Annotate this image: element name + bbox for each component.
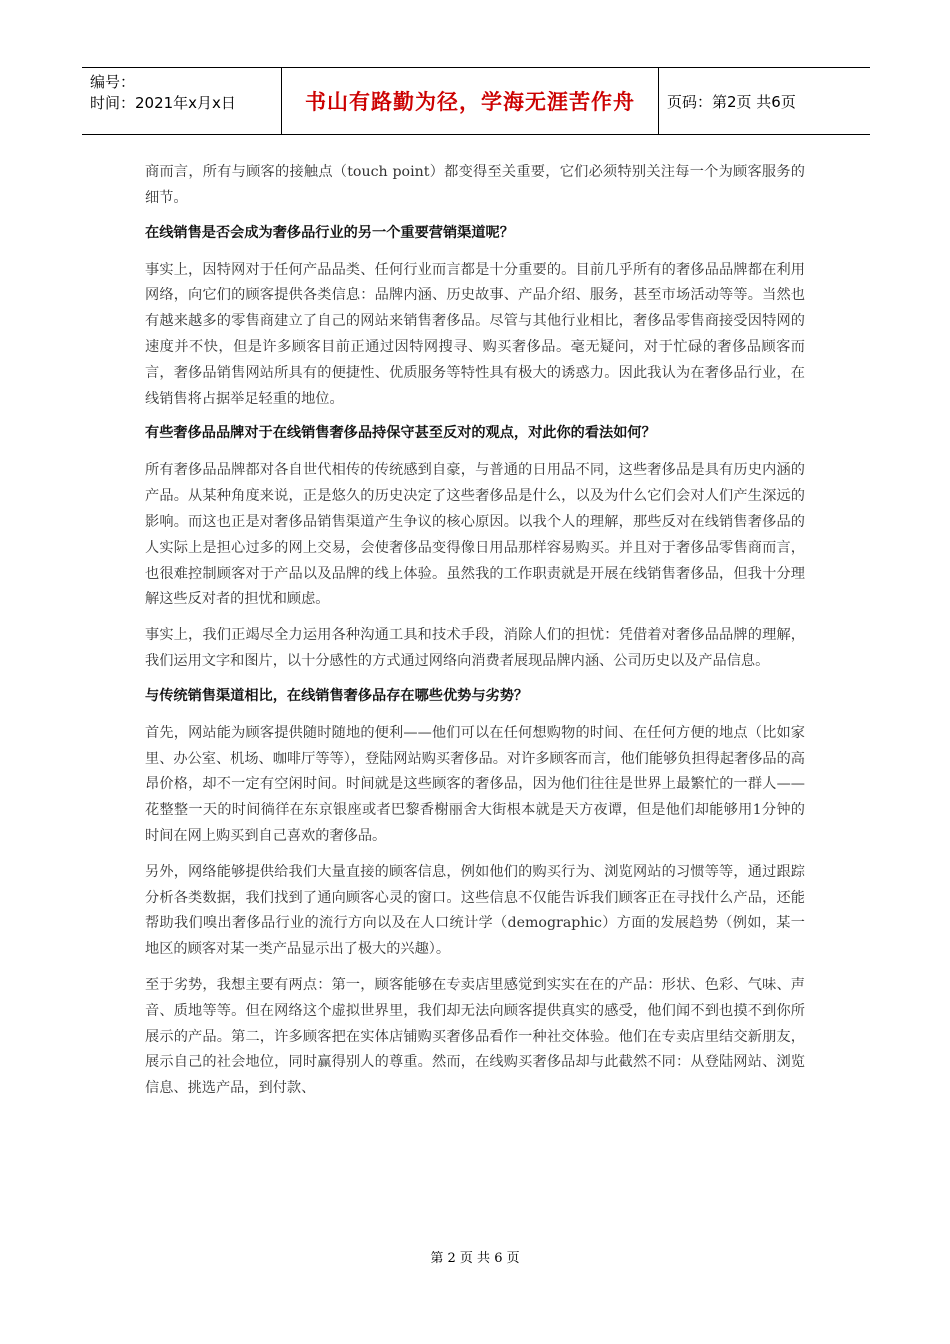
paragraph: 商而言，所有与顾客的接触点（touch point）都变得至关重要，它们必须特别关注每一个为顾客服务的细节。 (145, 164, 805, 206)
paragraph: 首先，网站能为顾客提供随时随地的便利——他们可以在任何想购物的时间、在任何方便的地点（比如家里、办公室、机场、咖啡厅等等），登陆网站购买奢侈品。对许多顾客而言，他们能够负担得起奢侈品的高昂价格，却不一定有空闲时间。时间就是这些顾客的奢侈品，因为他们往往是世界上最繁忙的一群人——花整整一天的时间徜徉在东京银座或者巴黎香榭丽舍大街根本就是天方夜谭，但是他们却能够用1分钟的时间在网上购买到自己喜欢的奢侈品。 (145, 724, 805, 844)
code-label: 编号： (90, 73, 136, 91)
paragraph: 另外，网络能够提供给我们大量直接的顾客信息，例如他们的购买行为、浏览网站的习惯等等，通过跟踪分析各类数据，我们找到了通向顾客心灵的窗口。这些信息不仅能告诉我们顾客正在寻找什么产品，还能帮助我们嗅出奢侈品行业的流行方向以及在人口统计学（demographic）方面的发展趋势（例如，某一地区的顾客对某一类产品显示出了极大的兴趣）。 (145, 863, 805, 958)
header-motto: 书山有路勤为径，学海无涯苦作舟 (282, 68, 659, 134)
header-meta (82, 68, 282, 134)
question-heading: 与传统销售渠道相比，在线销售奢侈品存在哪些优势与劣势？ (145, 687, 529, 704)
document-body (145, 160, 805, 1112)
page-footer: 第 2 页 共 6 页 (430, 1251, 520, 1266)
paragraph: 事实上，因特网对于任何产品品类、任何行业而言都是十分重要的。目前几乎所有的奢侈品品牌都在利用网络，向它们的顾客提供各类信息：品牌内涵、历史故事、产品介绍、服务，甚至市场活动等等。当然也有越来越多的零售商建立了自己的网站来销售奢侈品。尽管与其他行业相比，奢侈品零售商接受因特网的速度并不快，但是许多顾客目前正通过因特网搜寻、购买奢侈品。毫无疑问，对于忙碌的奢侈品顾客而言，奢侈品销售网站所具有的便捷性、优质服务等特性具有极大的诱惑力。因此我认为在奢侈品行业，在线销售将占据举足轻重的地位。 (145, 261, 805, 407)
paragraph: 事实上，我们正竭尽全力运用各种沟通工具和技术手段，消除人们的担忧：凭借着对奢侈品品牌的理解，我们运用文字和图片，以十分感性的方式通过网络向消费者展现品牌内涵、公司历史以及产品信息。 (145, 627, 805, 669)
paragraph: 所有奢侈品品牌都对各自世代相传的传统感到自豪，与普通的日用品不同，这些奢侈品是具有历史内涵的产品。从某种角度来说，正是悠久的历史决定了这些奢侈品是什么，以及为什么它们会对人们产生深远的影响。而这也正是对奢侈品销售渠道产生争议的核心原因。以我个人的理解，那些反对在线销售奢侈品的人实际上是担心过多的网上交易，会使奢侈品变得像日用品那样容易购买。并且对于奢侈品零售商而言，也很难控制顾客对于产品以及品牌的线上体验。虽然我的工作职责就是开展在线销售奢侈品，但我十分理解这些反对者的担忧和顾虑。 (145, 462, 805, 608)
date-label: 时间：2021年x月x日 (90, 94, 236, 112)
question-heading: 在线销售是否会成为奢侈品行业的另一个重要营销渠道呢？ (145, 224, 514, 241)
question-heading: 有些奢侈品品牌对于在线销售奢侈品持保守甚至反对的观点，对此你的看法如何？ (145, 425, 656, 442)
document-header (82, 67, 870, 135)
paragraph: 至于劣势，我想主要有两点：第一，顾客能够在专卖店里感觉到实实在在的产品：形状、色彩、气味、声音、质地等等。但在网络这个虚拟世界里，我们却无法向顾客提供真实的感受，他们闻不到也摸不到你所展示的产品。第二，许多顾客把在实体店铺购买奢侈品看作一种社交体验。他们在专卖店里结交新朋友，展示自己的社会地位，同时赢得别人的尊重。然而，在线购买奢侈品却与此截然不同：从登陆网站、浏览信息、挑选产品，到付款、 (145, 976, 805, 1097)
header-page-number: 页码：第2页 共6页 (667, 92, 796, 111)
